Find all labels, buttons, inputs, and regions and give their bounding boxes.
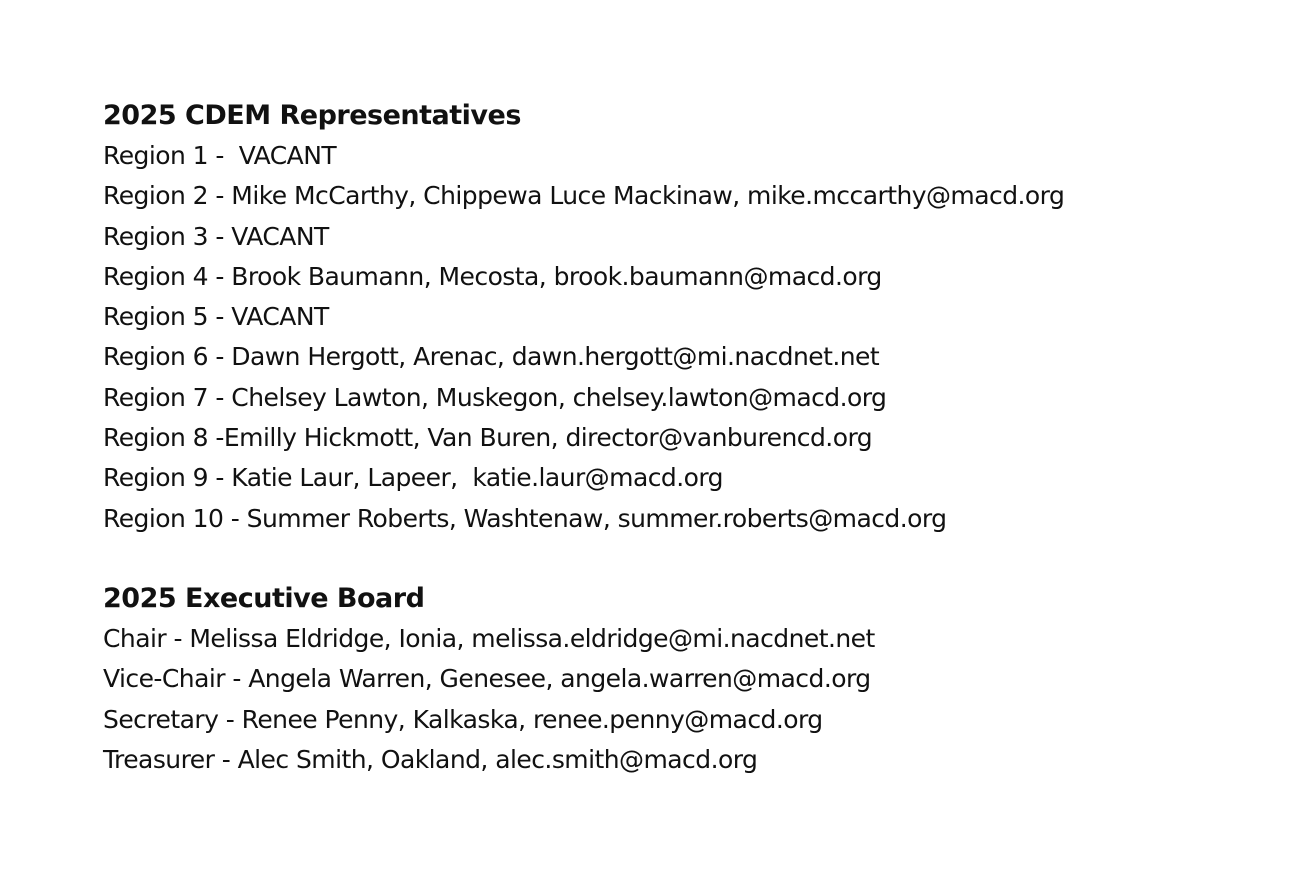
region-2-entry: Region 2 - Mike McCarthy, Chippewa Luce Mackinaw, mike.mccarthy@macd.org [103,181,1065,211]
region-9-entry: Region 9 - Katie Laur, Lapeer, katie.laur@macd.org [103,463,723,493]
chair-entry: Chair - Melissa Eldridge, Ionia, melissa.eldridge@mi.nacdnet.net [103,623,875,653]
region-6-entry: Region 6 - Dawn Hergott, Arenac, dawn.hergott@mi.nacdnet.net [103,342,880,372]
region-10-entry: Region 10 - Summer Roberts, Washtenaw, summer.roberts@macd.org [103,503,947,533]
cdem-representatives-section [103,96,1303,539]
treasurer-entry: Treasurer - Alec Smith, Oakland, alec.smith@macd.org [103,744,758,774]
region-1-entry: Region 1 - VACANT [103,141,337,170]
region-3-entry: Region 3 - VACANT [103,221,329,251]
executive-board-section [103,579,1303,780]
cdem-representatives-list [103,136,1303,539]
secretary-entry: Secretary - Renee Penny, Kalkaska, renee.penny@macd.org [103,704,823,734]
region-5-entry: Region 5 - VACANT [103,302,329,332]
vice-chair-entry: Vice-Chair - Angela Warren, Genesee, angela.warren@macd.org [103,664,871,694]
executive-board-heading: 2025 Executive Board [103,582,425,614]
region-8-entry: Region 8 -Emilly Hickmott, Van Buren, director@vanburencd.org [103,423,873,453]
region-7-entry: Region 7 - Chelsey Lawton, Muskegon, chelsey.lawton@macd.org [103,382,887,412]
executive-board-list [103,619,1303,780]
cdem-representatives-heading: 2025 CDEM Representatives [103,100,521,131]
region-4-entry: Region 4 - Brook Baumann, Mecosta, brook.baumann@macd.org [103,261,882,291]
document-body [103,96,1303,780]
